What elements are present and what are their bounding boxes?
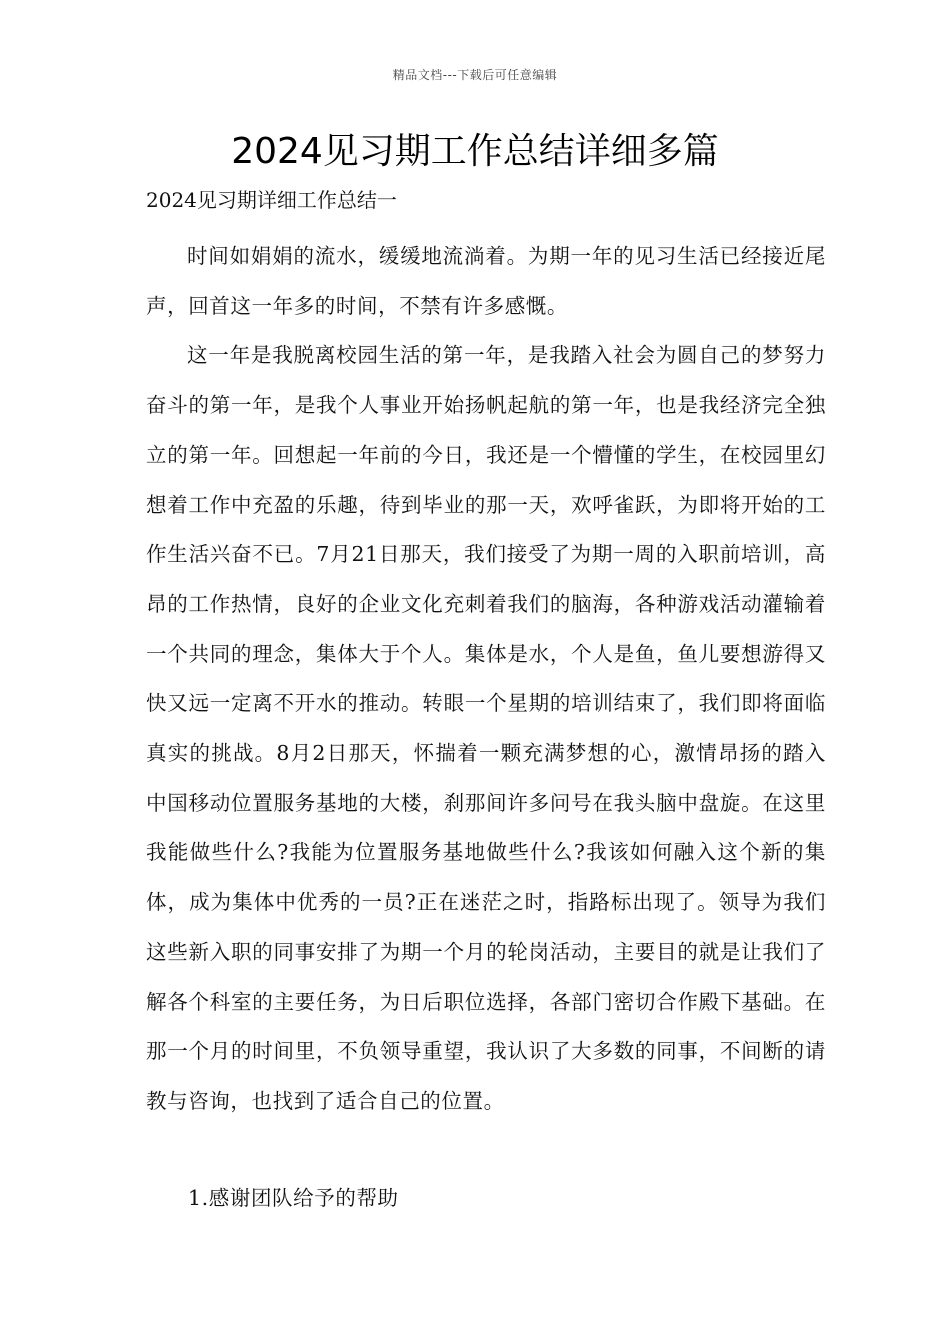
paragraph-2: 这一年是我脱离校园生活的第一年，是我踏入社会为圆自己的梦努力奋斗的第一年，是我个人事业开始扬帆起航的第一年，也是我经济完全独立的第一年。回想起一年前的今日，我还是一个懵懂的学生，在校园里幻想着工作中充盈的乐趣，待到毕业的那一天，欢呼雀跃，为即将开始的工作生活兴奋不已。7月21日那天，我们接受了为期一周的入职前培训，高昂的工作热情，良好的企业文化充刺着我们的脑海，各种游戏活动灌输着一个共同的理念，集体大于个人。集体是水，个人是鱼，鱼儿要想游得又快又远一定离不开水的推动。转眼一个星期的培训结束了，我们即将面临真实的挑战。8月2日那天，怀揣着一颗充满梦想的心，激情昂扬的踏入中国移动位置服务基地的大楼，刹那间许多问号在我头脑中盘旋。在这里我能做些什么?我能为位置服务基地做些什么?我该如何融入这个新的集体，成为集体中优秀的一员?正在迷茫之时，指路标出现了。领导为我们这些新入职的同事安排了为期一个月的轮岗活动，主要目的就是让我们了解各个科室的主要任务，为日后职位选择，各部门密切合作殿下基础。在那一个月的时间里，不负领导重望，我认识了大多数的同事，不间断的请教与咨询，也找到了适合自己的位置。 bbox=[146, 343, 826, 1113]
header-note: 精品文档---下载后可任意编辑 bbox=[392, 68, 558, 82]
document-title: 2024见习期工作总结详细多篇 bbox=[231, 131, 719, 172]
numbered-subheading: 1.感谢团队给予的帮助 bbox=[188, 1186, 399, 1210]
section-subtitle: 2024见习期详细工作总结一 bbox=[146, 188, 397, 212]
paragraph-1: 时间如娟娟的流水，缓缓地流淌着。为期一年的见习生活已经接近尾声，回首这一年多的时间，不禁有许多感慨。 bbox=[146, 244, 826, 318]
document-body bbox=[146, 232, 826, 1127]
